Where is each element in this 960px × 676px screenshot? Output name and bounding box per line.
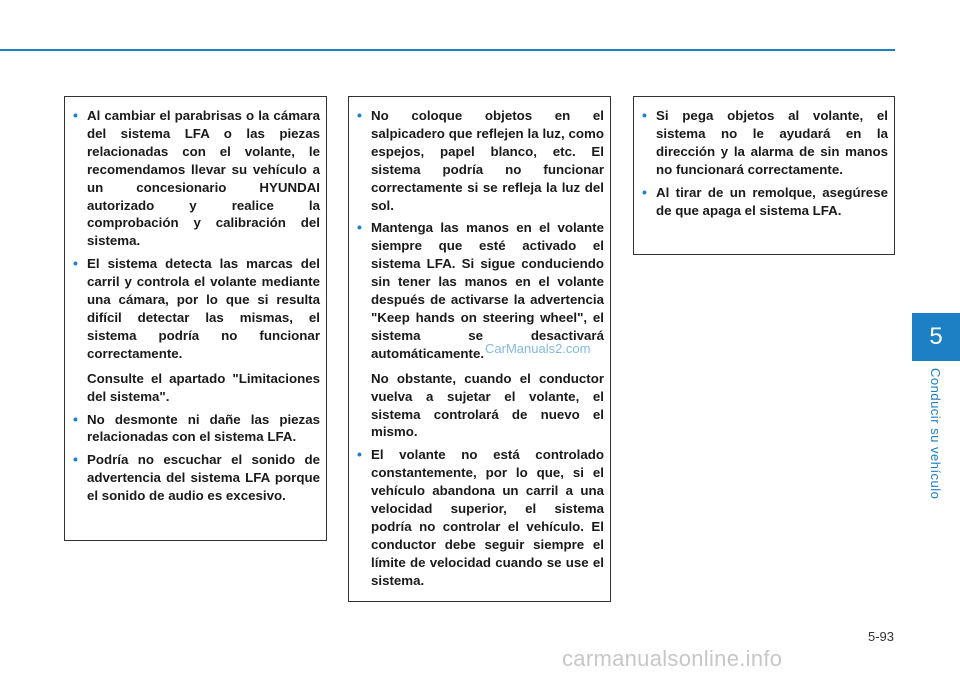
caution-box-1 — [64, 96, 327, 541]
item-text: Podría no escuchar el sonido de advertencia del sistema LFA porque el sonido de audio es excesivo. — [87, 452, 320, 504]
list-item — [642, 184, 888, 220]
list-item — [73, 411, 320, 447]
item-text: Al tirar de un remolque, asegúrese de que apaga el sistema LFA. — [656, 184, 888, 218]
chapter-title: Conducir su vehículo — [928, 368, 943, 500]
page-number: 5-93 — [867, 629, 894, 644]
item-text: Si pega objetos al volante, el sistema no le ayudará en la dirección y la alarma de sin manos no funcionará correctamente. — [656, 108, 888, 177]
item-text: No desmonte ni dañe las piezas relacionadas con el sistema LFA. — [87, 411, 320, 445]
list-item — [73, 107, 320, 250]
item-text: El sistema detecta las marcas del carril y controla el volante mediante una cámara, por lo que si resulta difícil detectar las mismas, el sistema podría no funcionar correctamente. — [87, 256, 320, 361]
list-item — [642, 107, 888, 179]
bullet-icon: • — [73, 410, 78, 427]
item-text: Al cambiar el parabrisas o la cámara del sistema LFA o las piezas relacionadas con el volante, le recomendamos llevar su vehículo a un concesionario HYUNDAI autorizado y realice la comprobación y calibración del sistema. — [87, 108, 320, 249]
header-rule — [0, 49, 895, 51]
bullet-icon: • — [73, 107, 78, 123]
bullet-icon: • — [73, 255, 78, 272]
list-item — [73, 255, 320, 405]
item-text: El volante no está controlado constantemente, por lo que, si el vehículo abandona un carril a una velocidad superior, el sistema podría no controlar el vehículo. El conductor debe seguir siempre el límite de velocidad cuando se use el sistema. — [371, 447, 604, 588]
bullet-icon: • — [357, 446, 362, 463]
bullet-icon: • — [642, 183, 647, 200]
caution-box-3 — [633, 96, 895, 255]
bullet-icon: • — [73, 451, 78, 468]
list-item — [73, 451, 320, 505]
item-text: No coloque objetos en el salpicadero que reflejen la luz, como espejos, papel blanco, etc. El sistema podría no funcionar correctamente si se refleja la luz del sol. — [371, 108, 604, 213]
list-item — [357, 446, 604, 589]
bullet-icon: • — [357, 107, 362, 123]
chapter-tab: 5 — [912, 313, 960, 361]
list-item — [357, 107, 604, 214]
footer-watermark: carmanualsonline.info — [562, 646, 783, 671]
item-extra-text: No obstante, cuando el conductor vuelva a sujetar el volante, el sistema controlará de nuevo el mismo. — [371, 370, 604, 440]
item-text: Mantenga las manos en el volante siempre que esté activado el sistema LFA. Si sigue conduciendo sin tener las manos en el volante después de activarse la advertencia "Keep hands on steering wheel", el sistema se desactivará automáticamente. — [371, 220, 604, 361]
item-extra-text: Consulte el apartado "Limitaciones del sistema". — [87, 370, 320, 404]
bullet-icon: • — [357, 219, 362, 236]
list-item — [357, 219, 604, 441]
watermark: CarManuals2.com — [485, 341, 591, 356]
bullet-icon: • — [642, 107, 647, 123]
